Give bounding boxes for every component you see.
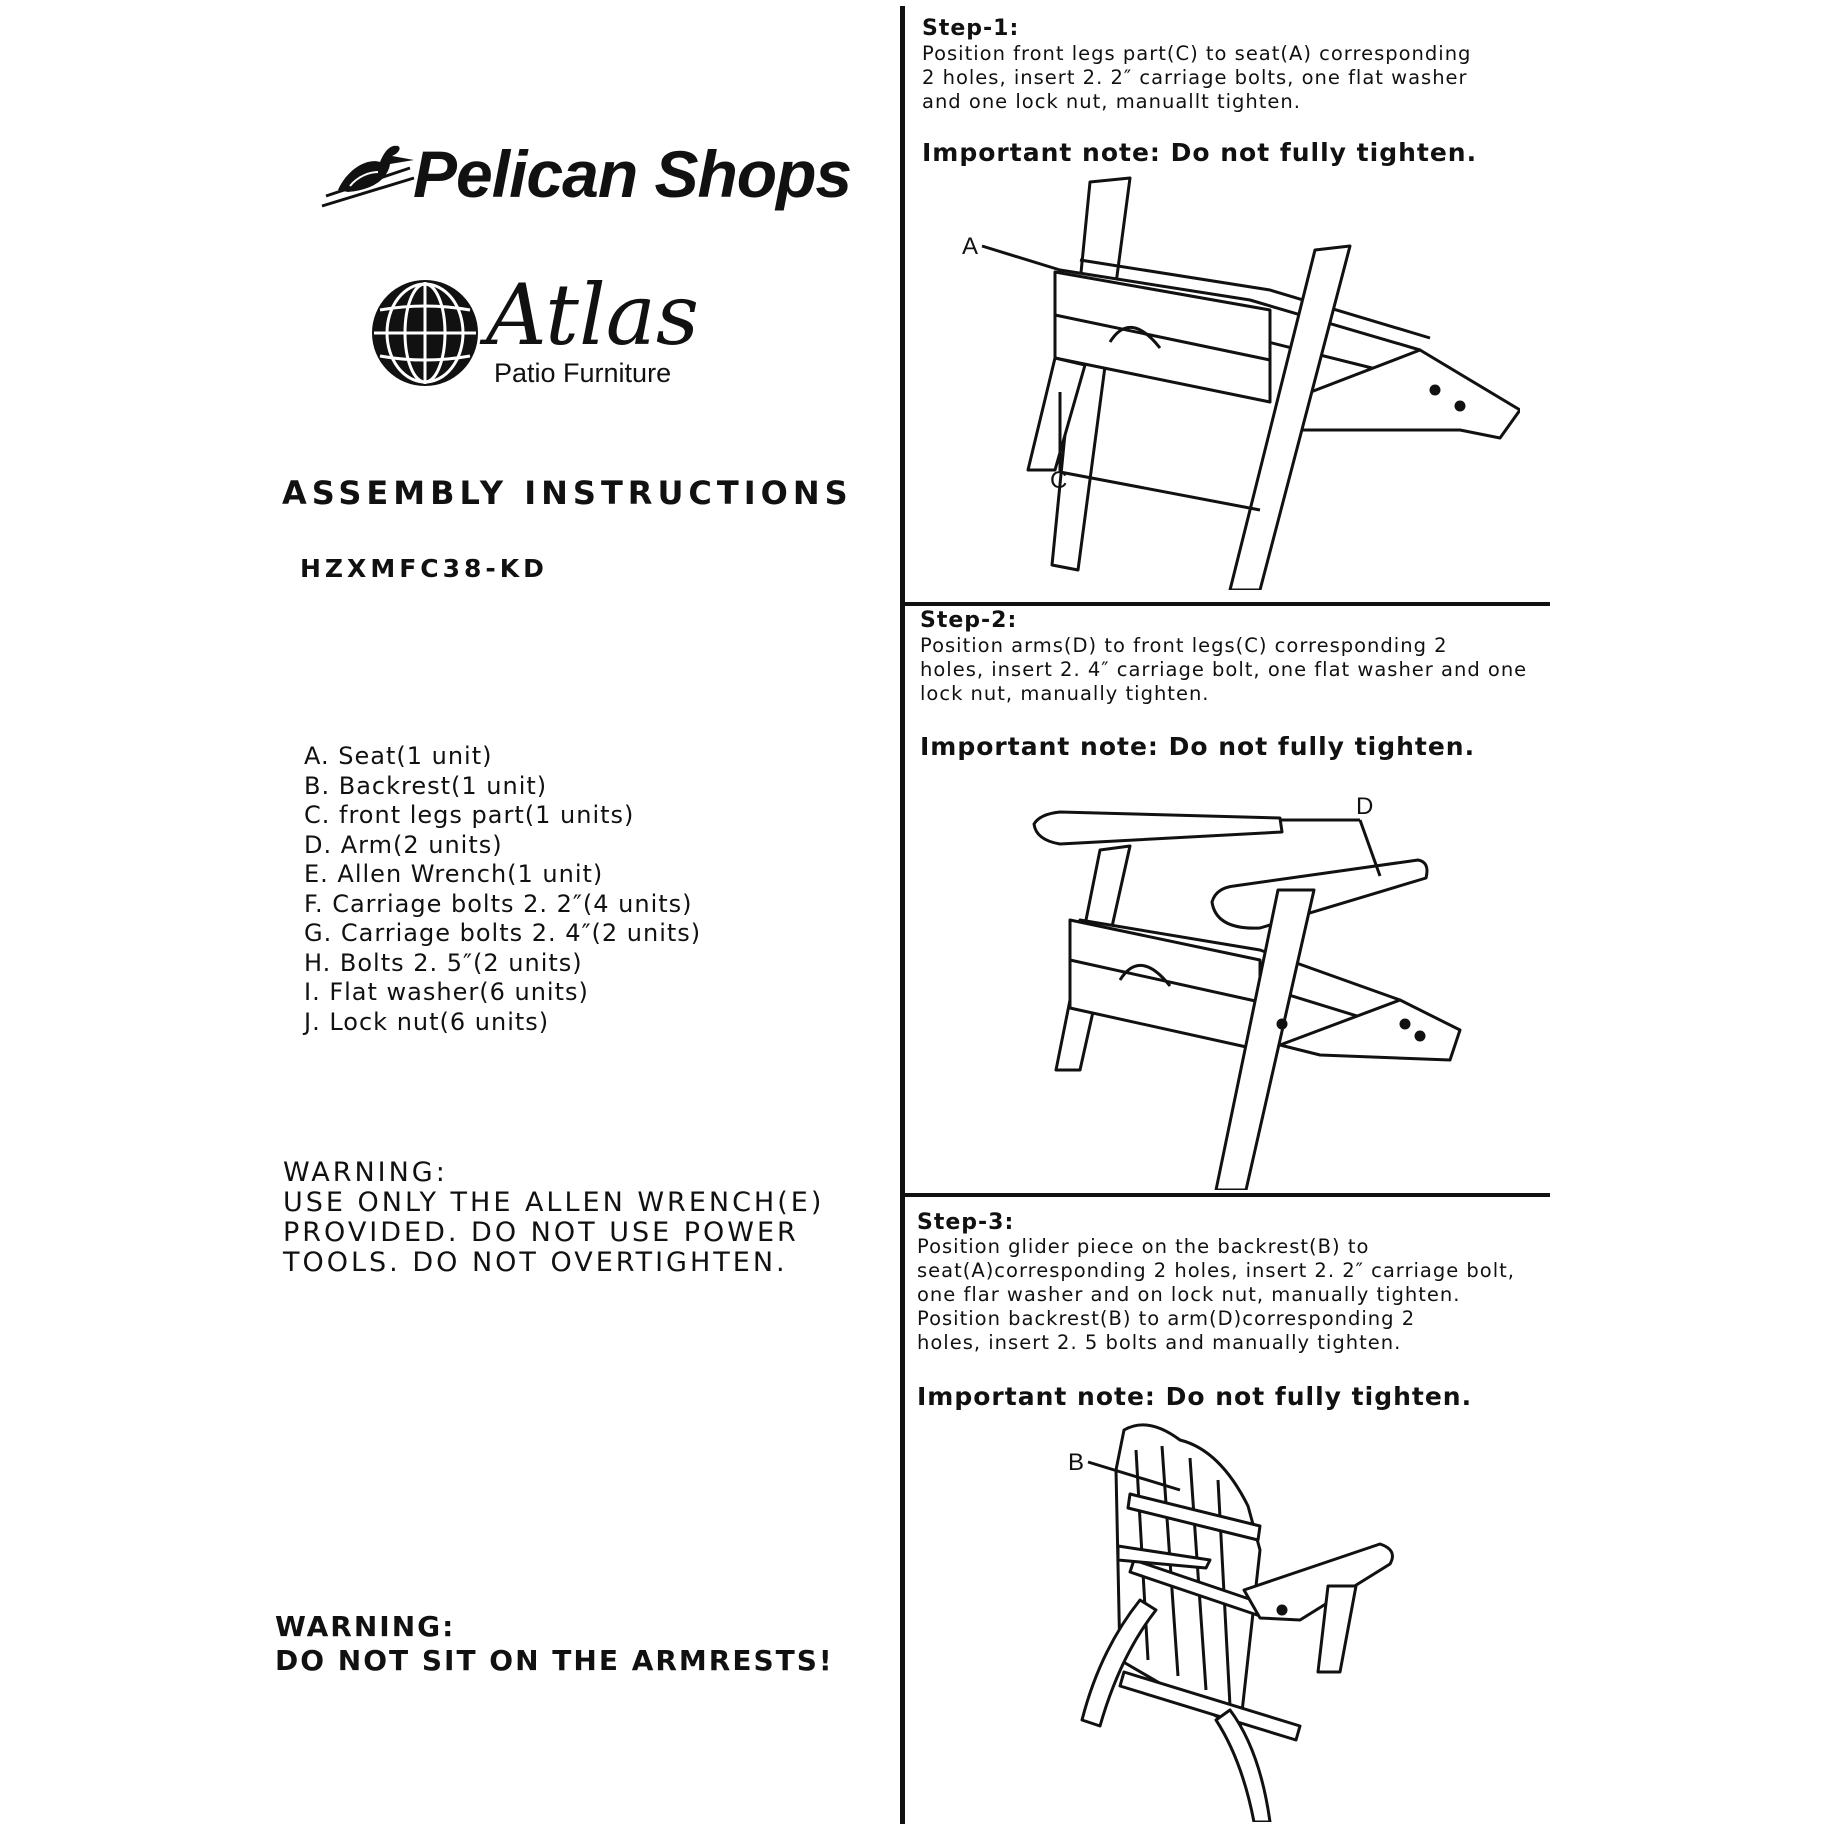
warning-line: TOOLS. DO NOT OVERTIGHTEN. bbox=[283, 1247, 788, 1278]
step-line: seat(A)corresponding 2 holes, insert 2. 2″ carriage bolt, bbox=[917, 1259, 1516, 1282]
list-item: G. Carriage bolts 2. 4″(2 units) bbox=[304, 919, 702, 947]
warning-heading: WARNING: bbox=[283, 1157, 448, 1188]
diagram-label-a: A bbox=[962, 233, 979, 260]
list-item: E. Allen Wrench(1 unit) bbox=[304, 860, 604, 888]
globe-icon bbox=[368, 276, 482, 390]
step-2-diagram bbox=[1020, 780, 1480, 1190]
step-line: Position arms(D) to front legs(C) corresponding 2 bbox=[920, 634, 1448, 657]
important-note: Important note: Do not fully tighten. bbox=[917, 1382, 1473, 1411]
list-item: H. Bolts 2. 5″(2 units) bbox=[304, 948, 583, 977]
brand-logo: Pelican Shops bbox=[413, 137, 852, 211]
warning-text: DO NOT SIT ON THE ARMRESTS! bbox=[275, 1644, 834, 1677]
step-line: Position front legs part(C) to seat(A) corresponding bbox=[922, 42, 1472, 65]
list-item: C. front legs part(1 units) bbox=[304, 801, 635, 829]
warning-line: PROVIDED. DO NOT USE POWER bbox=[283, 1217, 799, 1248]
list-item: A. Seat(1 unit) bbox=[304, 742, 493, 770]
list-item: D. Arm(2 units) bbox=[304, 830, 503, 859]
sub-brand-logo: Atlas bbox=[486, 266, 699, 364]
step-3-diagram bbox=[1060, 1410, 1420, 1822]
step-description bbox=[920, 634, 1550, 706]
step-line: one flar washer and on lock nut, manually tighten. bbox=[917, 1283, 1461, 1306]
column-divider bbox=[900, 6, 905, 1824]
tagline: Patio Furniture bbox=[494, 358, 672, 388]
list-item: F. Carriage bolts 2. 2″(4 units) bbox=[304, 889, 693, 918]
step-title: Step-1: bbox=[922, 16, 1020, 41]
list-item: J. Lock nut(6 units) bbox=[304, 1007, 550, 1036]
step-line: 2 holes, insert 2. 2″ carriage bolts, one flat washer bbox=[922, 66, 1468, 89]
list-item: B. Backrest(1 unit) bbox=[304, 771, 548, 800]
step-title: Step-2: bbox=[920, 608, 1018, 633]
pelican-icon bbox=[318, 138, 418, 214]
step-line: holes, insert 2. 4″ carriage bolt, one flat washer and one bbox=[920, 658, 1528, 681]
important-note: Important note: Do not fully tighten. bbox=[922, 138, 1478, 167]
important-note: Important note: Do not fully tighten. bbox=[920, 732, 1476, 761]
diagram-label-c: C bbox=[1050, 467, 1068, 494]
parts-list bbox=[304, 742, 701, 1037]
step-line: Position glider piece on the backrest(B) to bbox=[917, 1235, 1370, 1258]
diagram-label-d: D bbox=[1356, 793, 1374, 820]
page-title: ASSEMBLY INSTRUCTIONS bbox=[282, 474, 853, 512]
step-description bbox=[917, 1235, 1515, 1355]
diagram-label-b: B bbox=[1068, 1449, 1085, 1476]
step-title: Step-3: bbox=[917, 1210, 1015, 1235]
step-line: Position backrest(B) to arm(D)corresponding 2 bbox=[917, 1307, 1416, 1330]
list-item: I. Flat washer(6 units) bbox=[304, 978, 589, 1006]
step-divider bbox=[905, 1193, 1550, 1197]
warning-line: USE ONLY THE ALLEN WRENCH(E) bbox=[283, 1187, 825, 1218]
step-line: and one lock nut, manuallt tighten. bbox=[922, 90, 1301, 113]
step-line: holes, insert 2. 5 bolts and manually tighten. bbox=[917, 1331, 1402, 1354]
warning-armrests bbox=[275, 1610, 834, 1678]
warning-heading: WARNING: bbox=[275, 1610, 456, 1643]
step-description bbox=[922, 42, 1471, 114]
model-number: HZXMFC38-KD bbox=[300, 554, 548, 583]
step-divider bbox=[905, 602, 1550, 606]
warning-tools bbox=[283, 1158, 824, 1278]
step-1-diagram bbox=[960, 170, 1520, 590]
step-line: lock nut, manually tighten. bbox=[920, 682, 1210, 705]
